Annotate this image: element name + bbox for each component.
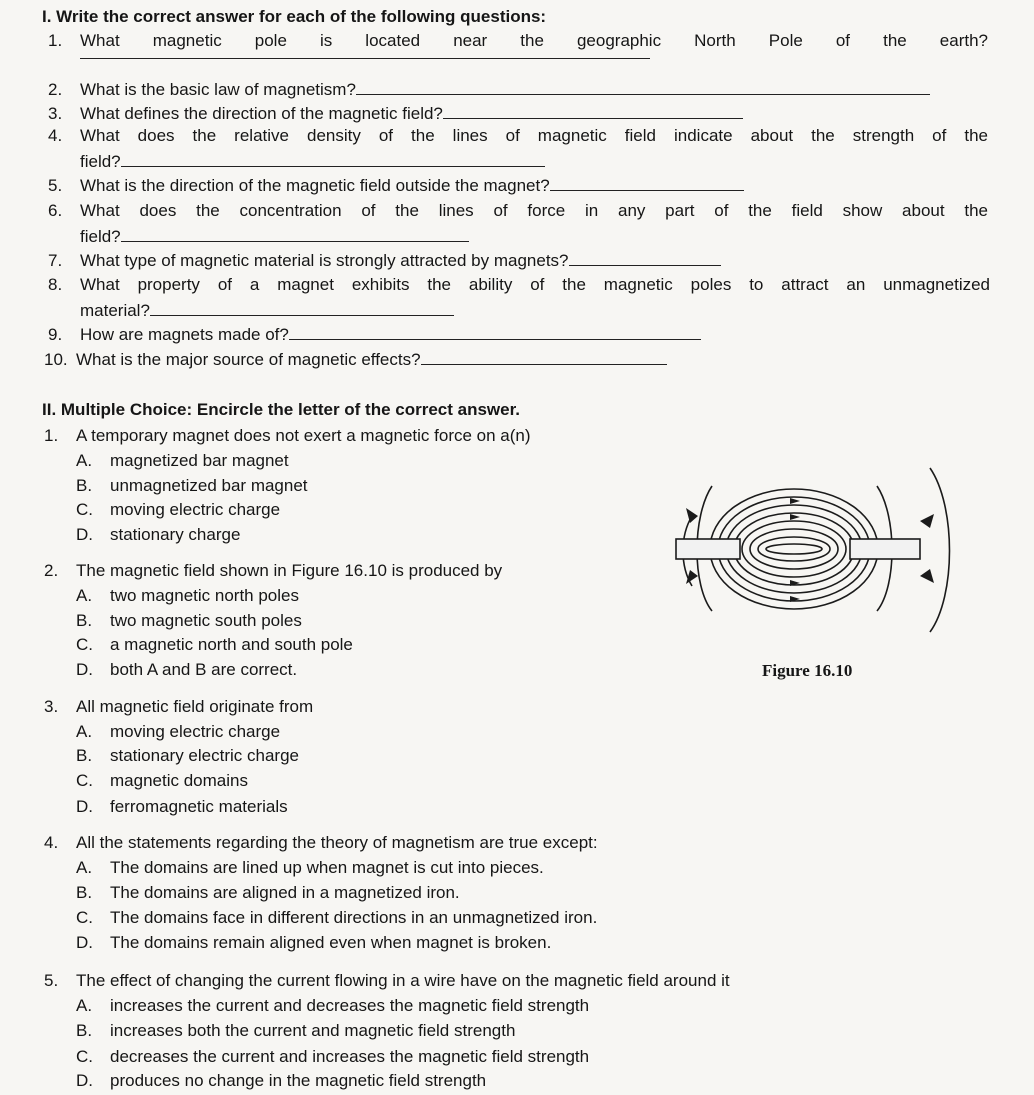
s1-question-4 [48, 126, 988, 146]
mc-q1-option-b[interactable] [76, 476, 308, 496]
option-text: The domains face in different directions in an unmagnetized iron. [110, 908, 598, 927]
mc-q4-option-d[interactable] [76, 933, 551, 953]
option-letter[interactable]: B. [76, 476, 93, 495]
option-text: both A and B are correct. [110, 660, 298, 679]
option-letter[interactable]: C. [76, 635, 93, 654]
mc-q5-option-c[interactable] [76, 1047, 589, 1067]
s1-question-5 [48, 176, 744, 196]
mc-q1-option-a[interactable] [76, 451, 289, 471]
s1-question-8 [48, 275, 990, 295]
s1-q5-text: What is the direction of the magnetic field outside the magnet? [80, 176, 550, 195]
mc-q5-option-d[interactable] [76, 1071, 486, 1091]
mc-question-1 [44, 426, 531, 446]
mc-q5-text: The effect of changing the current flowing in a wire have on the magnetic field around it [76, 971, 730, 990]
s1-question-9 [48, 325, 701, 345]
s1-question-1 [48, 31, 988, 51]
mc-q5-option-a[interactable] [76, 996, 589, 1016]
mc-q4-option-b[interactable] [76, 883, 460, 903]
option-text: a magnetic north and south pole [110, 635, 353, 654]
s1-question-4-cont [80, 152, 545, 172]
s1-q7-text: What type of magnetic material is strongly attracted by magnets? [80, 251, 569, 270]
option-text: increases the current and decreases the magnetic field strength [110, 996, 590, 1015]
option-text: magnetized bar magnet [110, 451, 289, 470]
option-letter[interactable]: C. [76, 771, 93, 790]
s1-question-2 [48, 80, 930, 100]
option-letter[interactable]: A. [76, 722, 93, 741]
option-letter[interactable]: D. [76, 1071, 93, 1090]
s1-q3-answer-blank[interactable] [443, 104, 743, 119]
s1-q9-number: 9. [48, 325, 63, 344]
s1-q4-text-line1: What does the relative density of the lines of magnetic field indicate about the strength of the [80, 126, 988, 145]
mc-q4-option-c[interactable] [76, 908, 597, 928]
option-letter[interactable]: D. [76, 933, 93, 952]
magnetic-field-figure [672, 446, 956, 646]
mc-q2-option-d[interactable] [76, 660, 297, 680]
option-text: increases both the current and magnetic field strength [110, 1021, 516, 1040]
s1-q4-text-line2: field? [80, 152, 121, 171]
mc-q2-option-a[interactable] [76, 586, 299, 606]
option-text: unmagnetized bar magnet [110, 476, 308, 495]
option-text: magnetic domains [110, 771, 248, 790]
s1-question-8-cont [80, 301, 454, 321]
option-text: produces no change in the magnetic field strength [110, 1071, 487, 1090]
mc-q5-number: 5. [44, 971, 59, 990]
option-letter[interactable]: B. [76, 746, 93, 765]
option-letter[interactable]: A. [76, 451, 93, 470]
option-letter[interactable]: C. [76, 908, 93, 927]
mc-q1-text: A temporary magnet does not exert a magnetic force on a(n) [76, 426, 531, 445]
section2-title: II. Multiple Choice: Encircle the letter of the correct answer. [42, 400, 521, 419]
option-letter[interactable]: A. [76, 858, 93, 877]
section1-title: I. Write the correct answer for each of the following questions: [42, 7, 547, 26]
mc-q2-number: 2. [44, 561, 59, 580]
s1-q8-text-line1: What property of a magnet exhibits the ability of the magnetic poles to attract an unmagnetized [80, 275, 990, 294]
s1-q8-answer-blank[interactable] [150, 301, 454, 316]
option-text: decreases the current and increases the magnetic field strength [110, 1047, 590, 1066]
s1-q6-text-line2: field? [80, 227, 121, 246]
mc-question-5 [44, 971, 730, 991]
figure-caption: Figure 16.10 [762, 661, 853, 680]
s1-q5-answer-blank[interactable] [550, 176, 744, 191]
s1-q3-number: 3. [48, 104, 63, 123]
option-letter[interactable]: A. [76, 996, 93, 1015]
s1-q2-number: 2. [48, 80, 63, 99]
s1-q2-answer-blank[interactable] [356, 80, 930, 95]
option-letter[interactable]: D. [76, 525, 93, 544]
mc-q1-option-d[interactable] [76, 525, 240, 545]
mc-q3-option-d[interactable] [76, 797, 288, 817]
s1-q6-text-line1: What does the concentration of the lines of force in any part of the field show about the [80, 201, 988, 220]
s1-question-6 [48, 201, 988, 221]
mc-q1-number: 1. [44, 426, 59, 445]
s1-question-10 [44, 350, 667, 370]
option-letter[interactable]: B. [76, 883, 93, 902]
mc-question-3 [44, 697, 313, 717]
option-letter[interactable]: A. [76, 586, 93, 605]
mc-q5-option-b[interactable] [76, 1021, 515, 1041]
mc-q1-option-c[interactable] [76, 500, 280, 520]
s1-q5-number: 5. [48, 176, 63, 195]
mc-q2-option-c[interactable] [76, 635, 353, 655]
s1-q8-text-line2: material? [80, 301, 150, 320]
s1-q9-answer-blank[interactable] [289, 325, 701, 340]
s1-q6-answer-blank[interactable] [121, 227, 469, 242]
option-text: stationary electric charge [110, 746, 299, 765]
option-text: two magnetic south poles [110, 611, 302, 630]
option-letter[interactable]: B. [76, 611, 93, 630]
mc-q2-text: The magnetic field shown in Figure 16.10 is produced by [76, 561, 503, 580]
s1-q9-text: How are magnets made of? [80, 325, 289, 344]
option-text: The domains are lined up when magnet is cut into pieces. [110, 858, 544, 877]
mc-q3-option-c[interactable] [76, 771, 248, 791]
option-text: moving electric charge [110, 500, 281, 519]
option-text: ferromagnetic materials [110, 797, 288, 816]
mc-q3-option-a[interactable] [76, 722, 280, 742]
s1-q8-number: 8. [48, 275, 63, 294]
mc-q2-option-b[interactable] [76, 611, 302, 631]
s1-q1-answer-line[interactable] [80, 58, 650, 59]
option-letter[interactable]: C. [76, 500, 93, 519]
s1-question-3 [48, 104, 743, 124]
option-letter[interactable]: D. [76, 660, 93, 679]
option-text: moving electric charge [110, 722, 281, 741]
option-letter[interactable]: D. [76, 797, 93, 816]
s1-q6-number: 6. [48, 201, 63, 220]
option-letter[interactable]: B. [76, 1021, 93, 1040]
mc-question-2 [44, 561, 502, 581]
option-text: stationary charge [110, 525, 241, 544]
s1-q3-text: What defines the direction of the magnetic field? [80, 104, 443, 123]
s1-q4-answer-blank[interactable] [121, 152, 545, 167]
mc-q3-text: All magnetic field originate from [76, 697, 314, 716]
s1-q10-answer-blank[interactable] [421, 350, 667, 365]
option-text: two magnetic north poles [110, 586, 299, 605]
mc-q3-number: 3. [44, 697, 59, 716]
option-letter[interactable]: C. [76, 1047, 93, 1066]
s1-q2-text: What is the basic law of magnetism? [80, 80, 356, 99]
s1-q1-text: What magnetic pole is located near the geographic North Pole of the earth? [80, 31, 988, 50]
mc-q4-option-a[interactable] [76, 858, 544, 878]
mc-q4-number: 4. [44, 833, 59, 852]
s1-q10-text: What is the major source of magnetic effects? [76, 350, 421, 369]
s1-q4-number: 4. [48, 126, 63, 145]
s1-q10-number: 10. [44, 350, 68, 369]
s1-question-6-cont [80, 227, 469, 247]
option-text: The domains are aligned in a magnetized iron. [110, 883, 460, 902]
s1-q7-answer-blank[interactable] [569, 251, 721, 266]
mc-q4-text: All the statements regarding the theory of magnetism are true except: [76, 833, 598, 852]
s1-q1-number: 1. [48, 31, 63, 50]
s1-q7-number: 7. [48, 251, 63, 270]
mc-question-4 [44, 833, 598, 853]
option-text: The domains remain aligned even when magnet is broken. [110, 933, 552, 952]
s1-question-7 [48, 251, 721, 271]
mc-q3-option-b[interactable] [76, 746, 299, 766]
